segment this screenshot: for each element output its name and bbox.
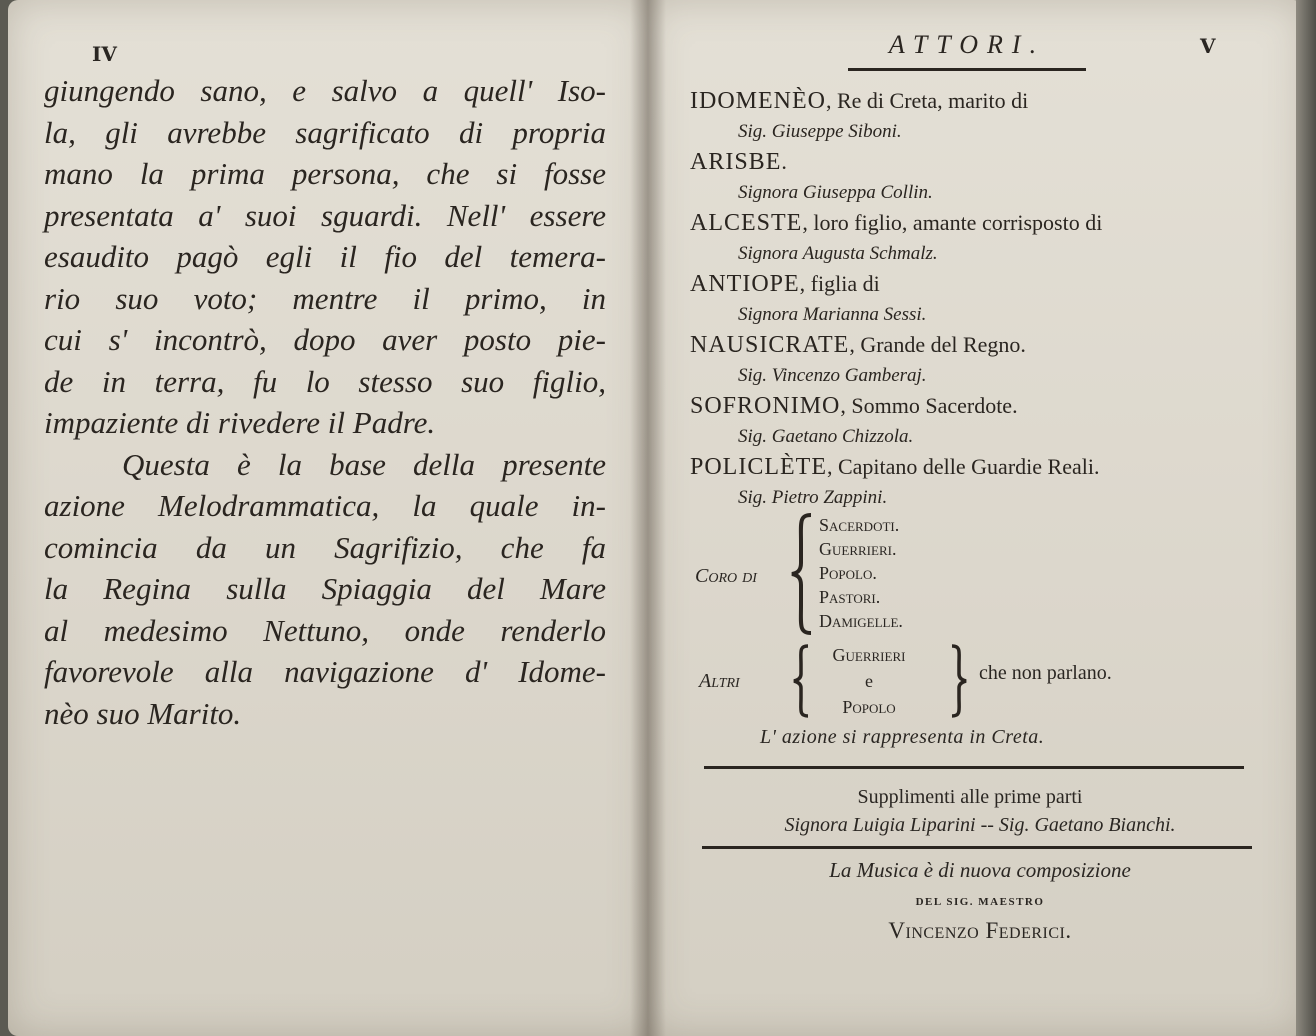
role-entry: NAUSICRATE, Grande del Regno. — [690, 332, 1026, 358]
role-entry: POLICLÈTE, Capitano delle Guardie Reali. — [690, 454, 1100, 480]
text-line: de in terra, fu lo stesso suo figlio, — [44, 363, 606, 399]
divider-rule — [702, 846, 1252, 849]
singer-entry: Sig. Gaetano Chizzola. — [738, 426, 914, 447]
others-item: Guerrieri — [832, 645, 906, 665]
role-entry: SOFRONIMO, Sommo Sacerdote. — [690, 393, 1018, 419]
book-edge — [1296, 0, 1316, 1036]
title-rule — [848, 68, 1086, 71]
others-list — [819, 642, 919, 720]
text-line: nèo suo Marito. — [44, 695, 242, 731]
text-line: esaudito pagò egli il fio del temera- — [44, 239, 606, 274]
divider-rule — [704, 766, 1244, 769]
text-line: rio suo voto; mentre il primo, in — [44, 280, 606, 316]
role-entry: IDOMENÈO, Re di Creta, marito di — [690, 88, 1029, 114]
curly-brace-icon — [789, 513, 815, 635]
text-line: la, gli avrebbe sagrificato di propria — [44, 114, 606, 150]
others-note: che non parlano. — [979, 662, 1112, 684]
chorus-item: Popolo. — [819, 563, 877, 583]
singer-entry: Sig. Giuseppe Siboni. — [738, 121, 902, 142]
left-page-number: IV — [92, 42, 117, 66]
text-line: favorevole alla navigazione d' Idome- — [44, 654, 606, 689]
music-credit: La Musica è di nuova composizione — [829, 858, 1131, 882]
text-line: Questa è la base della presente — [122, 446, 606, 482]
text-line: comincia da un Sagrifizio, che fa — [44, 529, 606, 565]
text-line: cui s' incontrò, dopo aver posto pie- — [44, 322, 606, 357]
text-line: la Regina sulla Spiaggia del Mare — [44, 571, 606, 606]
understudies-names: Signora Luigia Liparini -- Sig. Gaetano Bianchi. — [784, 814, 1176, 836]
text-line: mano la prima persona, che si fosse — [44, 156, 606, 191]
right-page-number: V — [1200, 34, 1216, 58]
singer-entry: Signora Augusta Schmalz. — [738, 243, 938, 264]
text-line: azione Melodrammatica, la quale in- — [44, 488, 606, 523]
text-line: impaziente di rivedere il Padre. — [44, 405, 436, 440]
others-label: Altri — [699, 670, 740, 692]
text-line: giungendo sano, e salvo a quell' Iso- — [44, 73, 606, 108]
role-entry: ARISBE. — [690, 149, 787, 175]
chorus-label: Coro di — [695, 565, 757, 587]
chorus-list — [819, 513, 903, 633]
others-item: Popolo — [842, 697, 896, 717]
chorus-item: Sacerdoti. — [819, 515, 900, 535]
maestro-label: DEL SIG. MAESTRO — [915, 896, 1045, 908]
left-page-body — [44, 70, 606, 734]
chorus-item: Guerrieri. — [819, 539, 897, 559]
chorus-item: Pastori. — [819, 587, 881, 607]
page-title: ATTORI. — [888, 30, 1046, 59]
understudies-heading: Supplimenti alle prime parti — [857, 786, 1083, 808]
singer-entry: Sig. Vincenzo Gamberaj. — [738, 365, 927, 386]
setting-note: L' azione si rappresenta in Creta. — [760, 726, 1045, 748]
text-line: presentata a' suoi sguardi. Nell' essere — [44, 197, 606, 233]
role-entry: ANTIOPE, figlia di — [690, 271, 880, 297]
chorus-item: Damigelle. — [819, 611, 903, 631]
singer-entry: Signora Giuseppa Collin. — [738, 182, 933, 203]
text-line: al medesimo Nettuno, onde renderlo — [44, 612, 606, 648]
cast-list — [690, 86, 1250, 513]
role-entry: ALCESTE, loro figlio, amante corrisposto di — [690, 210, 1103, 236]
curly-brace-icon — [791, 644, 811, 718]
curly-brace-right-icon — [949, 644, 969, 718]
singer-entry: Signora Marianna Sessi. — [738, 304, 927, 325]
singer-entry: Sig. Pietro Zappini. — [738, 487, 888, 508]
others-item: e — [865, 671, 873, 691]
composer-name: Vincenzo Federici. — [888, 918, 1072, 943]
